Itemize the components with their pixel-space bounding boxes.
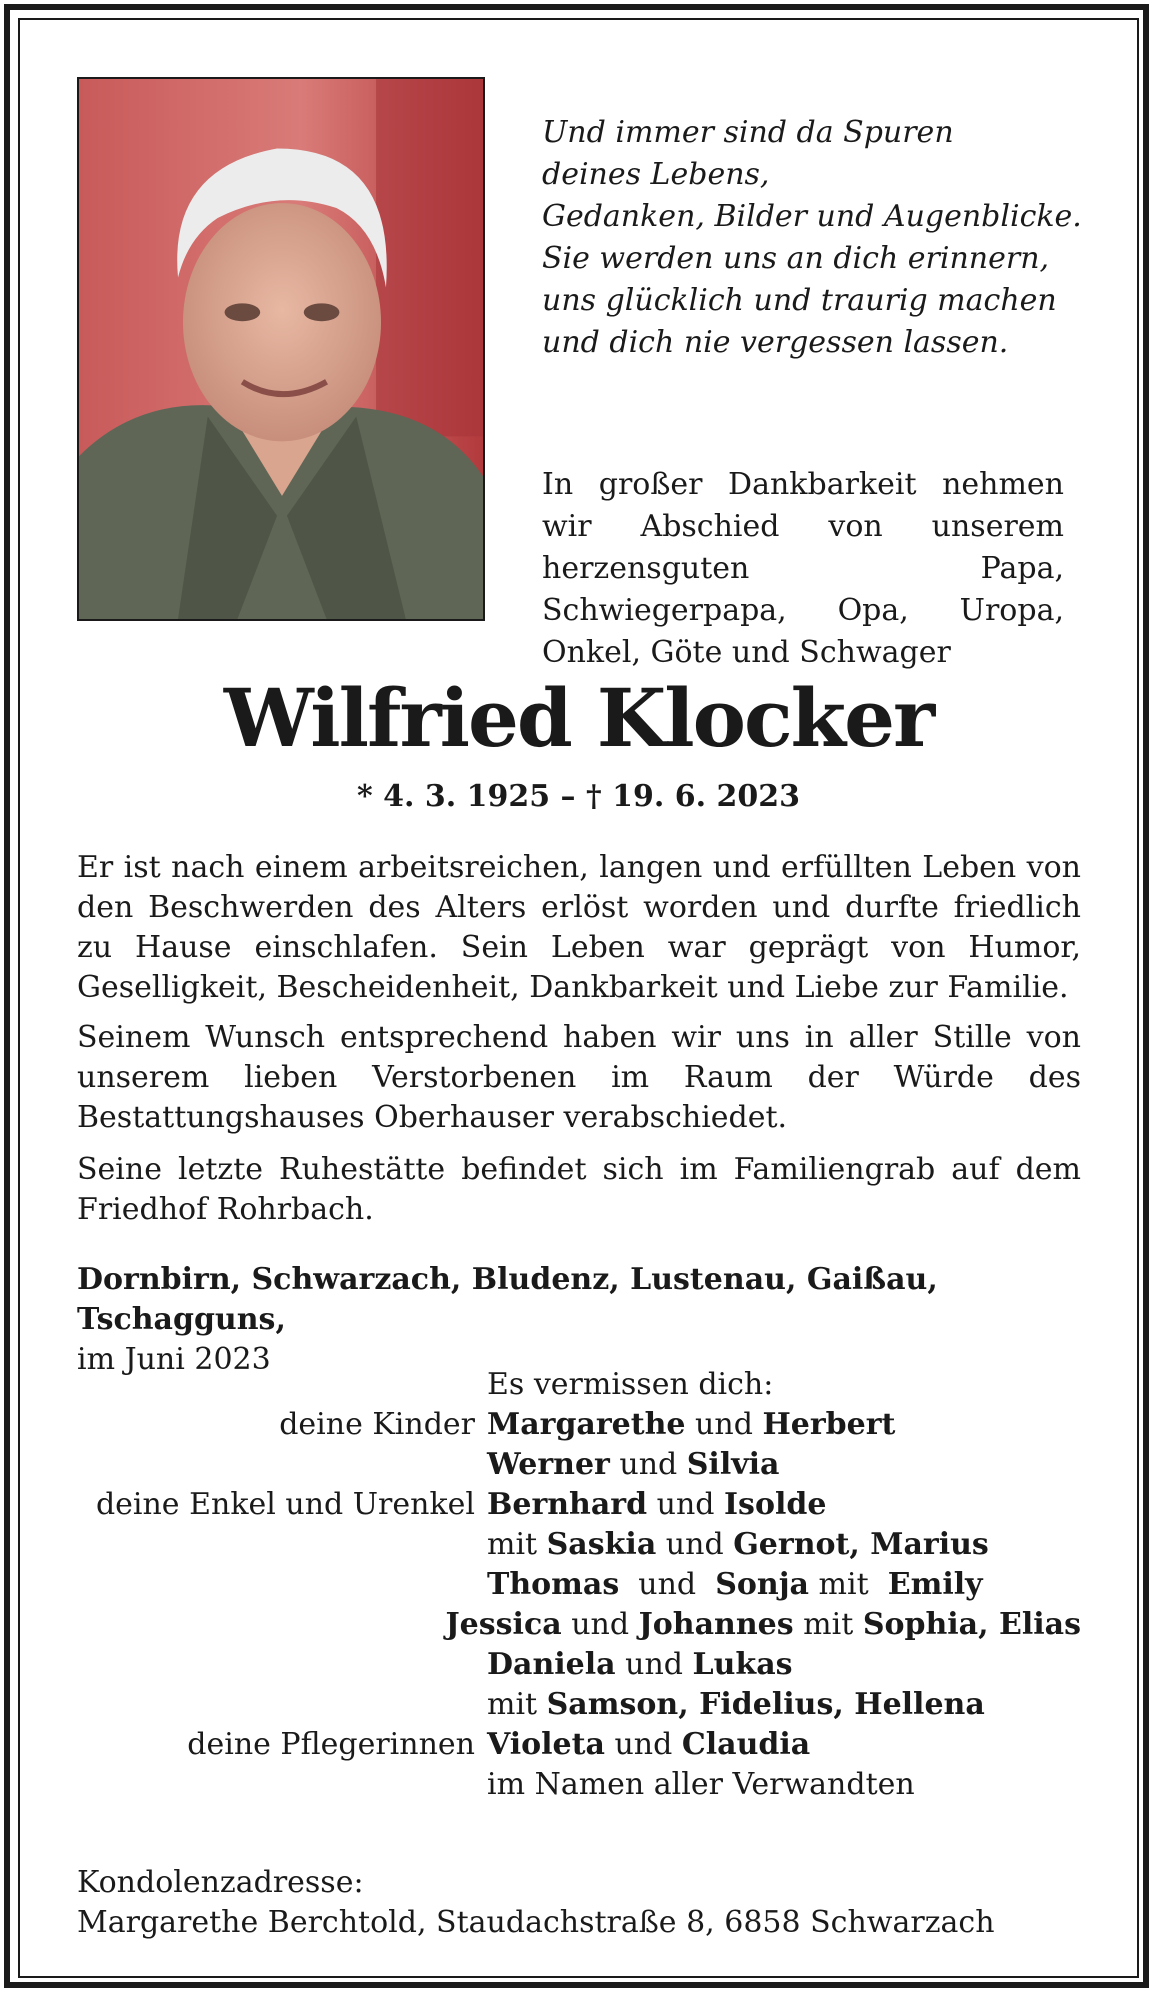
poem-line: uns glücklich und traurig machen: [542, 283, 1057, 318]
life-dates: * 4. 3. 1925 – † 19. 6. 2023: [356, 779, 801, 814]
condolence-address: [77, 1863, 1081, 1943]
mourners-heading: Es vermissen dich:: [487, 1367, 774, 1402]
mourner-connector: und: [656, 1527, 734, 1562]
mourner-name: Gernot, Marius: [733, 1527, 989, 1562]
mourner-relation: deine Pflegerinnen: [187, 1727, 475, 1762]
mourner-connector: mit: [793, 1607, 863, 1642]
mourner-name: Johannes: [638, 1607, 794, 1642]
mourner-name: Saskia: [546, 1527, 657, 1562]
mourner-names: [487, 1445, 780, 1485]
mourner-relation: [77, 1565, 487, 1605]
mourner-connector: und: [619, 1567, 716, 1602]
mourner-name: Margarethe: [487, 1407, 686, 1442]
poem-line: deines Lebens,: [542, 157, 770, 192]
mourner-name: Sophia, Elias: [862, 1607, 1081, 1642]
mourner-names: [487, 1405, 895, 1445]
mourner-connector: mit: [809, 1567, 888, 1602]
mourners-list: [77, 1365, 1081, 1805]
mourner-row: [77, 1685, 1081, 1725]
poem-line: Und immer sind da Spuren: [542, 115, 954, 150]
poem-line: Sie werden uns an dich erinnern,: [542, 241, 1050, 276]
mourner-connector: und: [615, 1647, 693, 1682]
mourner-relation: [77, 1605, 445, 1645]
mourner-relation: [77, 1445, 487, 1485]
places-and-date: [77, 1260, 1081, 1380]
portrait-photo: [77, 77, 485, 621]
mourner-name: Daniela: [487, 1647, 616, 1682]
mourner-relation: [77, 1525, 487, 1565]
mourner-connector: und: [609, 1447, 687, 1482]
mourner-relation: [77, 1685, 487, 1725]
mourner-name: Jessica: [445, 1607, 562, 1642]
mourner-name: Samson, Fidelius, Hellena: [546, 1687, 985, 1722]
mourner-connector: im Namen aller Verwandten: [487, 1767, 915, 1802]
mourner-row: [77, 1645, 1081, 1685]
mourner-relation: [77, 1645, 487, 1685]
mourner-name: Lukas: [692, 1647, 793, 1682]
mourner-row: [77, 1485, 1081, 1525]
mourner-name: Silvia: [686, 1447, 780, 1482]
mourner-name: Werner: [487, 1447, 610, 1482]
mourner-row: [77, 1525, 1081, 1565]
date-line: im Juni 2023: [77, 1342, 271, 1377]
mourner-connector: mit: [487, 1527, 547, 1562]
deceased-name: Wilfried Klocker: [223, 671, 934, 765]
mourner-connector: und: [685, 1407, 763, 1442]
mourner-name: Claudia: [681, 1727, 811, 1762]
mourner-row: [77, 1565, 1081, 1605]
mourner-connector: und: [604, 1727, 682, 1762]
mourner-relation: [77, 1765, 487, 1805]
mourner-relation: deine Enkel und Urenkel: [95, 1487, 475, 1522]
places-list: Dornbirn, Schwarzach, Bludenz, Lustenau, Gaißau, Tschagguns,: [77, 1262, 938, 1337]
address-label: Kondolenzadresse:: [77, 1865, 364, 1900]
mourner-relation: deine Kinder: [279, 1407, 475, 1442]
mourner-row: [77, 1765, 1081, 1805]
mourner-name: Sonja: [715, 1567, 809, 1602]
mourner-name: Isolde: [724, 1487, 827, 1522]
mourner-name: Herbert: [762, 1407, 896, 1442]
mourner-names: [487, 1685, 985, 1725]
obituary-paragraph: Seine letzte Ruhestätte befindet sich im Familiengrab auf dem Friedhof Rohrbach.: [77, 1152, 1081, 1227]
mourner-name: Bernhard: [487, 1487, 648, 1522]
mourner-row: [77, 1725, 1081, 1765]
mourner-names: [487, 1725, 810, 1765]
obituary-paragraph: Er ist nach einem arbeitsreichen, langen und erfüllten Leben von den Beschwerden des Alters erlöst worden und durfte friedlich zu Hause einschlafen. Sein Leben war geprägt von Humor, Geselligkeit, Bescheidenheit, Dankbarkeit und Liebe zur Familie.: [77, 850, 1081, 1005]
mourner-name: Emily: [887, 1567, 983, 1602]
mourner-row: [77, 1605, 1081, 1645]
mourner-connector: und: [647, 1487, 725, 1522]
mourner-names: [487, 1525, 989, 1565]
farewell-intro: In großer Dankbarkeit nehmen wir Abschied von unserem herzensguten Papa, Schwiegerpapa, Opa, Uropa, Onkel, Göte und Schwager: [542, 467, 1064, 670]
address-value: Margarethe Berchtold, Staudachstraße 8, 6858 Schwarzach: [77, 1905, 995, 1940]
poem-line: Gedanken, Bilder und Augenblicke.: [542, 199, 1082, 234]
mourner-names: [487, 1485, 826, 1525]
mourner-row: [77, 1405, 1081, 1445]
mourner-name: Thomas: [487, 1567, 620, 1602]
mourner-name: Violeta: [487, 1727, 605, 1762]
mourner-connector: und: [561, 1607, 639, 1642]
mourner-connector: mit: [487, 1687, 547, 1722]
obituary-paragraph: Seinem Wunsch entsprechend haben wir uns in aller Stille von unserem lieben Verstorbenen im Raum der Würde des Bestattungshauses Oberhauser verabschiedet.: [77, 1020, 1081, 1135]
mourner-names: [487, 1565, 983, 1605]
mourner-names: [445, 1605, 1081, 1645]
mourner-row: [77, 1445, 1081, 1485]
mourner-names: [487, 1765, 915, 1805]
memorial-poem: [542, 112, 1082, 364]
mourner-names: [487, 1645, 793, 1685]
poem-line: und dich nie vergessen lassen.: [542, 325, 1009, 360]
